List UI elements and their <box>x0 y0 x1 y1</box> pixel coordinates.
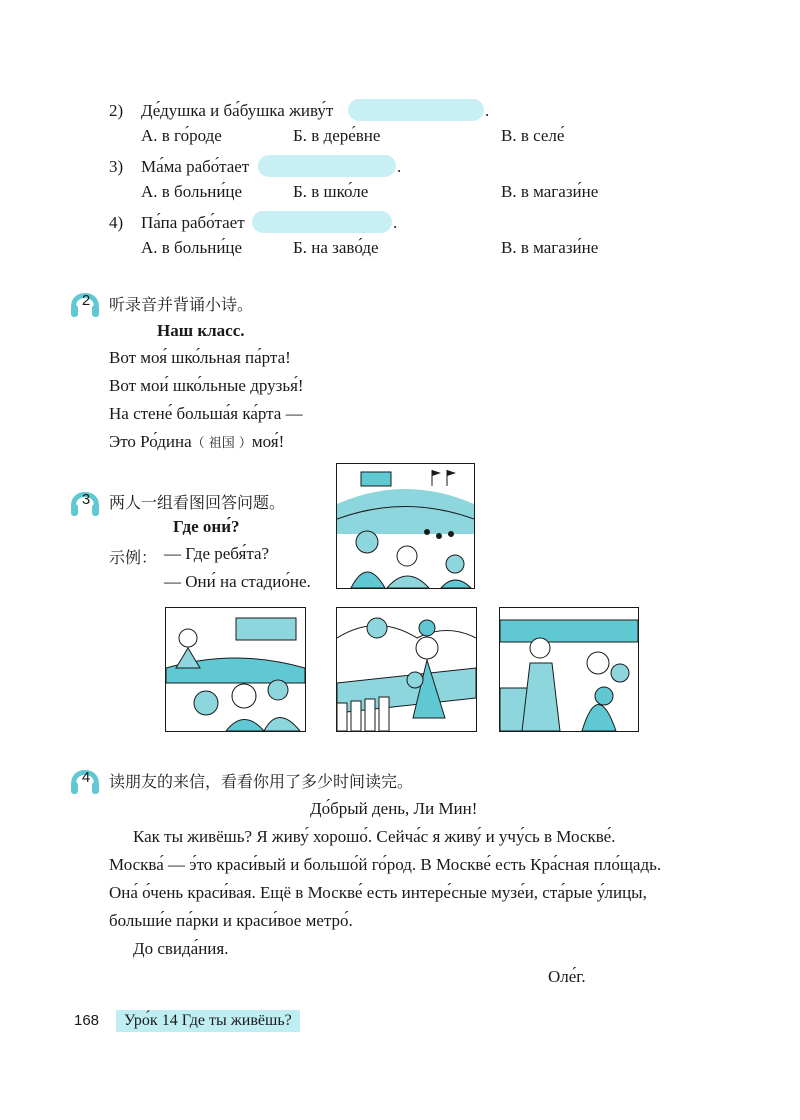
item-number: 2) <box>109 101 124 120</box>
item-end: . <box>393 213 398 232</box>
option-a: А. в больни́це <box>141 182 243 201</box>
option-b: Б. в шко́ле <box>293 182 369 201</box>
exercise-3-question: Где они́? <box>173 517 240 536</box>
letter-line: Как ты живёшь? Я живу́ хорошо́. Сейча́с я живу́ и учу́сь в Москве́. <box>133 827 616 846</box>
stadium-illustration <box>336 463 475 589</box>
exercise-4-instruction: 读朋友的来信，看看你用了多少时间读完。 <box>109 772 414 791</box>
shop-illustration <box>499 607 639 732</box>
exercise-3-instruction: 两人一组看图回答问题。 <box>109 493 286 512</box>
item-number: 4) <box>109 213 124 232</box>
example-label: 示例： <box>109 548 158 567</box>
letter-closing: До свида́ния. <box>133 939 229 958</box>
letter-line: больши́е па́рки и краси́вое метро́. <box>109 911 353 930</box>
item-end: . <box>485 101 490 120</box>
exercise-number: 4 <box>81 769 91 786</box>
exercise-number: 3 <box>81 491 91 508</box>
exercise-2-instruction: 听录音并背诵小诗。 <box>109 295 254 314</box>
item-number: 3) <box>109 157 124 176</box>
option-c: В. в магази́не <box>501 238 599 257</box>
zoo-illustration <box>336 607 477 732</box>
page-number: 168 <box>74 1012 100 1029</box>
poem-title: Наш класс. <box>157 321 245 340</box>
exercise-number-badge <box>68 760 102 800</box>
lesson-title: Уро́к 14 Где ты живёшь? <box>116 1010 300 1032</box>
poem-line: Вот мои́ шко́льные друзья́! <box>109 376 304 395</box>
poem-line-end: моя́! <box>251 432 285 451</box>
option-c: В. в селе́ <box>501 126 565 145</box>
answer-blank[interactable] <box>252 211 392 233</box>
exercise-number-badge <box>68 482 102 522</box>
answer-blank[interactable] <box>258 155 396 177</box>
example-answer: — Они́ на стадио́не. <box>164 572 311 591</box>
poem-line: На стене́ больша́я ка́рта — <box>109 404 303 423</box>
item-stem: Де́душка и ба́бушка живу́т <box>141 101 334 120</box>
exercise-number: 2 <box>81 292 91 309</box>
item-end: . <box>397 157 402 176</box>
letter-signature: Оле́г. <box>548 967 586 986</box>
option-c: В. в магази́не <box>501 182 599 201</box>
theater-illustration <box>165 607 306 732</box>
option-a: А. в больни́це <box>141 238 243 257</box>
letter-greeting: До́брый день, Ли Мин! <box>310 799 478 818</box>
option-b: Б. на заво́де <box>293 238 379 257</box>
item-stem: Ма́ма рабо́тает <box>141 157 250 176</box>
item-stem: Па́па рабо́тает <box>141 213 245 232</box>
example-question: — Где ребя́та? <box>164 544 270 563</box>
answer-blank[interactable] <box>348 99 484 121</box>
poem-line-4 <box>109 431 284 453</box>
letter-line: Москва́ — э́то краси́вый и большо́й го́род. В Москве́ есть Кра́сная пло́щадь. <box>109 855 662 874</box>
option-b: Б. в дере́вне <box>293 126 381 145</box>
letter-line: Она́ о́чень краси́вая. Ещё в Москве́ есть интере́сные музе́и, ста́рые у́лицы, <box>109 883 647 902</box>
poem-line: Это Ро́дина <box>109 432 192 451</box>
poem-gloss: （ 祖国 ） <box>191 436 252 451</box>
poem-line: Вот моя́ шко́льная па́рта! <box>109 348 291 367</box>
exercise-number-badge <box>68 283 102 323</box>
option-a: А. в го́роде <box>141 126 222 145</box>
